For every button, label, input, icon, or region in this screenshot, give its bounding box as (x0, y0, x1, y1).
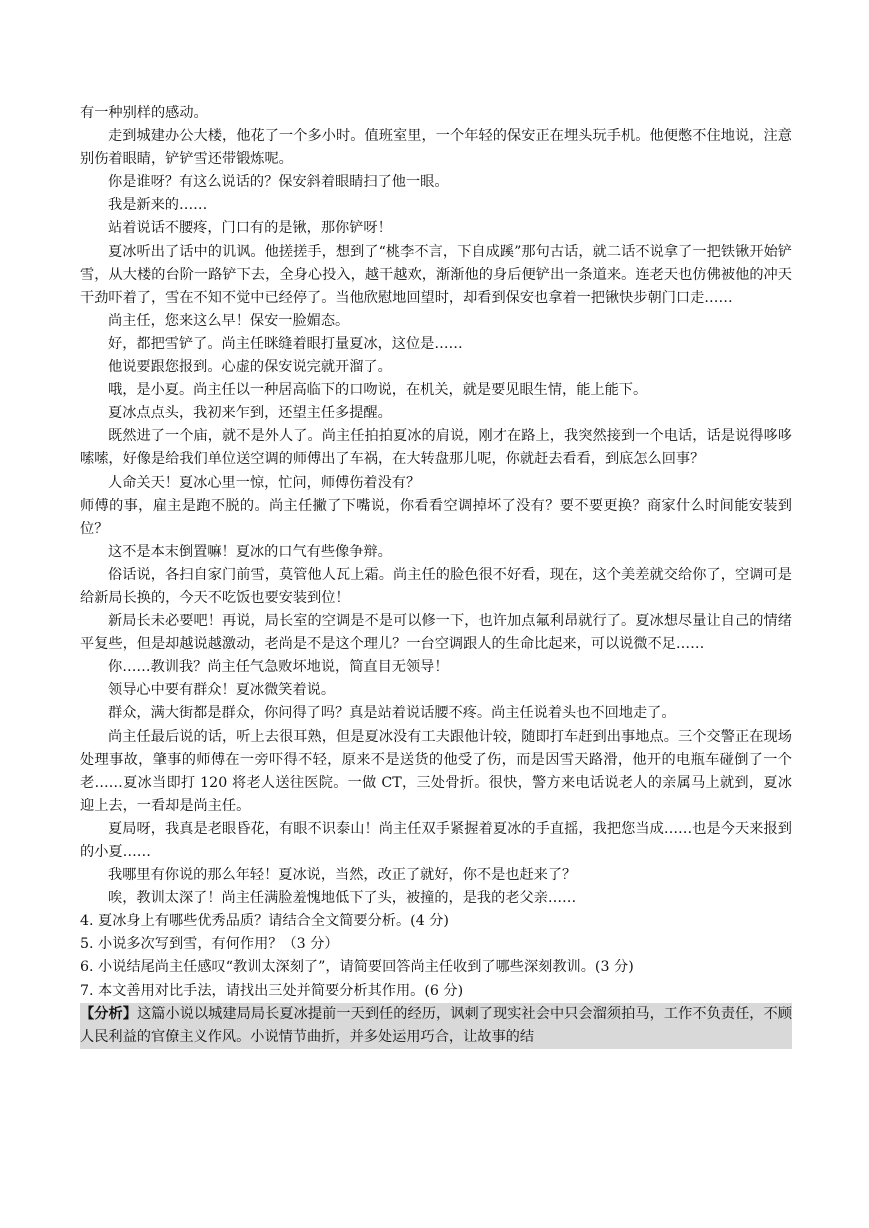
story-paragraph: 夏冰听出了话中的讥讽。他搓搓手，想到了“桃李不言，下自成蹊”那句古话，就二话不说拿了一把铁锹开始铲雪，从大楼的台阶一路铲下去，全身心投入，越干越欢，渐渐他的身后便铲出一条道来。连老天也仿佛被他的冲天干劲吓着了，雪在不知不觉中已经停了。当他欣慰地回望时，却看到保安也拿着一把锹快步朝门口走…… (80, 243, 792, 306)
story-paragraph: 群众，满大街都是群众，你问得了吗？真是站着说话腰不疼。尚主任说着头也不回地走了。 (108, 705, 676, 722)
story-paragraph: 你是谁呀？有这么说话的？保安斜着眼睛扫了他一眼。 (108, 174, 449, 191)
story-paragraph: 站着说话不腰疼，门口有的是锹，那你铲呀！ (108, 220, 392, 237)
story-paragraph: 他说要跟您报到。心虚的保安说完就开溜了。 (108, 359, 392, 376)
story-paragraph: 既然进了一个庙，就不是外人了。尚主任拍拍夏冰的肩说，刚才在路上，我突然接到一个电话，话是说得哆哆嗦嗦，好像是给我们单位送空调的师傅出了车祸，在大转盘那儿呢，你就赶去看看，到底怎么回事？ (80, 428, 792, 468)
story-paragraph: 夏冰点点头，我初来乍到，还望主任多提醒。 (108, 405, 392, 422)
analysis-text: 这篇小说以城建局局长夏冰提前一天到任的经历，讽刺了现实社会中只会溜须拍马，工作不负责任，不顾人民利益的官僚主义作风。小说情节曲折，并多处运用巧合，让故事的结 (80, 1005, 792, 1045)
question-item: 7. 本文善用对比手法，请找出三处并简要分析其作用。(6 分) (80, 982, 464, 999)
story-paragraph: 有一种别样的感动。 (80, 105, 208, 121)
story-paragraph: 尚主任，您来这么早！保安一脸媚态。 (108, 312, 350, 329)
question-list (80, 910, 792, 1002)
story-text (80, 102, 792, 910)
story-paragraph: 尚主任最后说的话，听上去很耳熟，但是夏冰没有工夫跟他计较，随即打车赶到出事地点。三个交警正在现场处理事故，肇事的师傅在一旁吓得不轻，原来不是送货的他受了伤，而是因雪天路滑，他开的电瓶车碰倒了一个老……夏冰当即打 120 将老人送往医院。一做 CT，三处骨折。很快，警方来电话说老人的亲属马上就到，夏冰迎上去，一看却是尚主任。 (80, 728, 792, 814)
document-body (80, 102, 792, 1049)
analysis-tag: 【分析】 (80, 1005, 137, 1022)
story-paragraph: 唉，教训太深了！尚主任满脸羞愧地低下了头，被撞的，是我的老父亲…… (108, 890, 577, 907)
story-paragraph: 我哪里有你说的那么年轻！夏冰说，当然，改正了就好，你不是也赶来了？ (108, 867, 577, 884)
story-paragraph: 新局长未必要吧！再说，局长室的空调是不是可以修一下，也许加点氟利昂就行了。夏冰想尽量让自己的情绪平复些，但是却越说越激动，老尚是不是这个理儿？一台空调跟人的生命比起来，可以说微不足…… (80, 613, 792, 653)
story-paragraph: 夏局呀，我真是老眼昏花，有眼不识泰山！尚主任双手紧握着夏冰的手直摇，我把您当成……也是今天来报到的小夏…… (80, 820, 792, 860)
analysis-paragraph (80, 1003, 792, 1049)
story-paragraph: 俗话说，各扫自家门前雪，莫管他人瓦上霜。尚主任的脸色很不好看，现在，这个美差就交给你了，空调可是给新局长换的，今天不吃饭也要安装到位！ (80, 566, 792, 606)
question-item: 6. 小说结尾尚主任感叹“教训太深刻了”，请简要回答尚主任收到了哪些深刻教训。(3 分) (80, 959, 634, 976)
question-item: 5. 小说多次写到雪，有何作用？（3 分） (80, 936, 339, 953)
story-paragraph: 这不是本末倒置嘛！夏冰的口气有些像争辩。 (108, 543, 392, 560)
story-paragraph: 人命关天！夏冰心里一惊，忙问，师傅伤着没有？ (108, 474, 421, 491)
question-item: 4. 夏冰身上有哪些优秀品质？请结合全文简要分析。(4 分) (80, 913, 449, 930)
story-paragraph: 领导心中要有群众！夏冰微笑着说。 (108, 682, 336, 699)
story-paragraph: 师傅的事，雇主是跑不脱的。尚主任撇了下嘴说，你看看空调掉坏了没有？要不要更换？商家什么时间能安装到位？ (80, 497, 792, 537)
story-paragraph: 我是新来的…… (108, 197, 208, 214)
story-paragraph: 你……教训我？尚主任气急败坏地说，简直目无领导！ (108, 659, 449, 676)
story-paragraph: 哦，是小夏。尚主任以一种居高临下的口吻说，在机关，就是要见眼生情，能上能下。 (108, 382, 648, 399)
story-paragraph: 走到城建办公大楼，他花了一个多小时。值班室里，一个年轻的保安正在埋头玩手机。他便憋不住地说，注意别伤着眼睛，铲铲雪还带锻炼呢。 (80, 128, 792, 168)
story-paragraph: 好，都把雪铲了。尚主任眯缝着眼打量夏冰，这位是…… (108, 335, 463, 352)
